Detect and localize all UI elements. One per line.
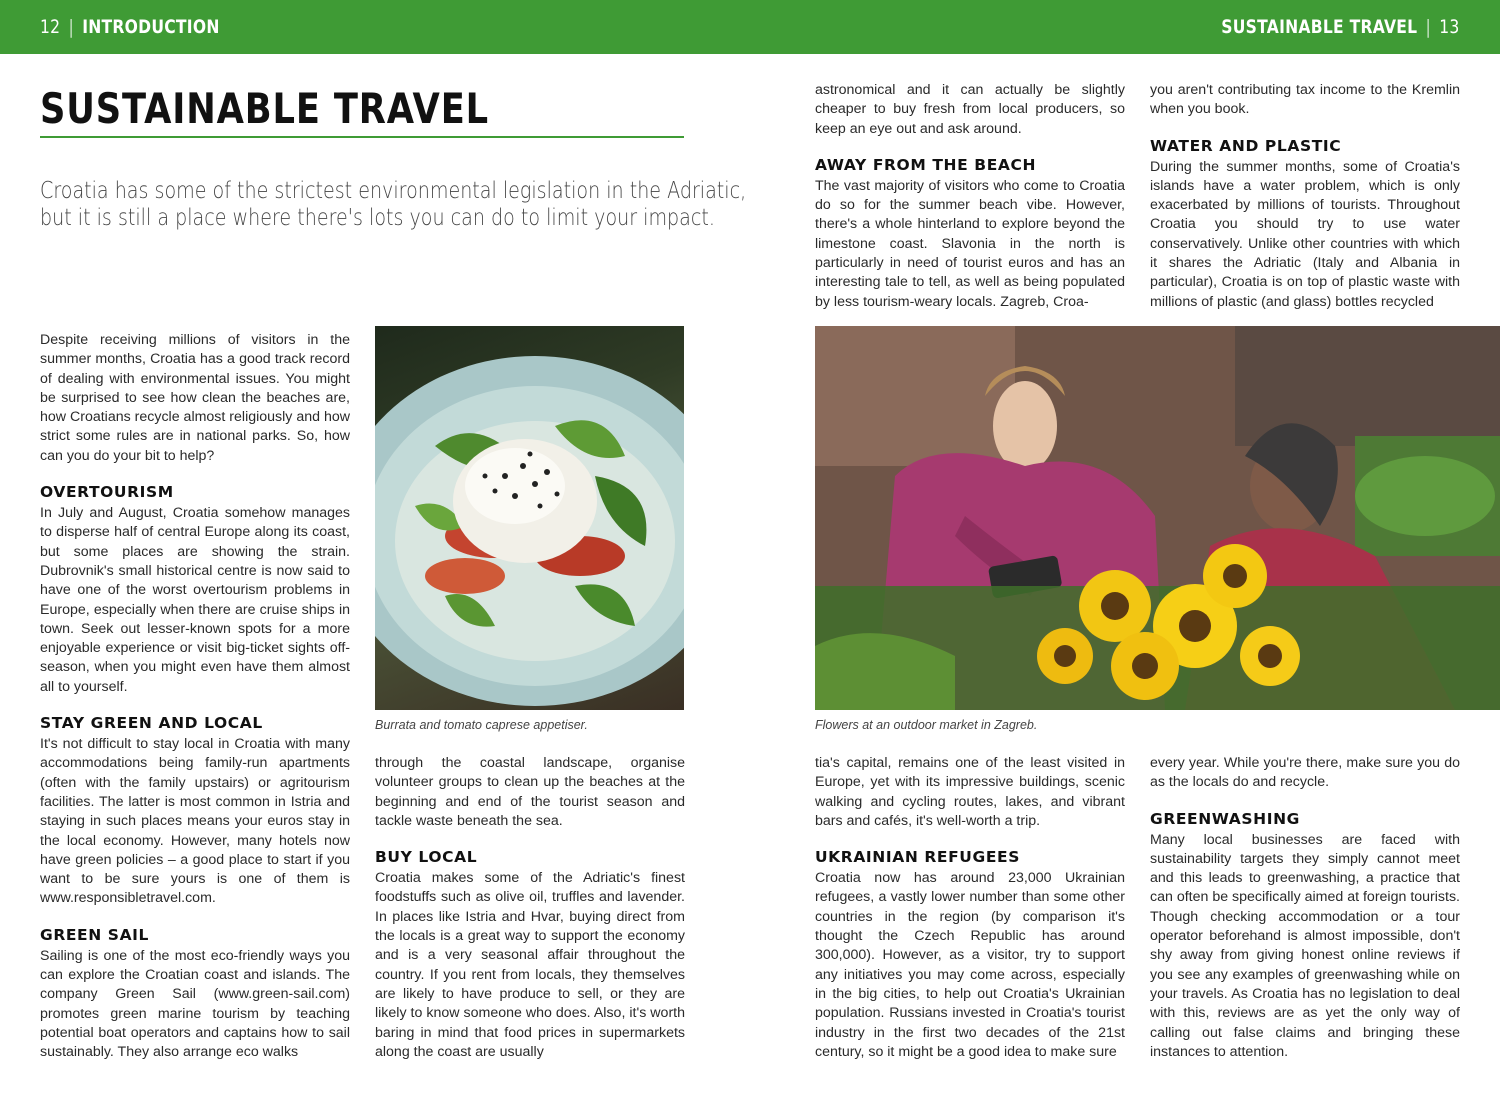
header-separator-left: | — [68, 16, 75, 38]
column-4-top — [1150, 81, 1460, 311]
right-page-number: 13 — [1439, 16, 1460, 38]
column-3-bottom — [815, 754, 1125, 1066]
column-3-top — [815, 81, 1125, 311]
stay-green-paragraph: It's not difficult to stay local in Croatia with many accommodations being family-run apartments (often with the family upstairs) or agritourism facilities. The latter is most common in Istria and staying in such places means your euros stay in the local economy. However, many hotels now have green policies – a good place to start if you want to be sure yours is one of them is www.responsibletravel.com. — [40, 736, 350, 907]
water-plastic-continued: every year. While you're there, make sure you do as the locals do and recycle. — [1150, 755, 1460, 791]
away-from-beach-continued: tia's capital, remains one of the least visited in Europe, yet with its impressive buildings, scenic walking and cycling routes, lakes, and vibrant bars and cafés, it's well-worth a trip. — [815, 755, 1125, 829]
page-title: SUSTAINABLE TRAVEL — [40, 84, 489, 133]
water-plastic-paragraph: During the summer months, some of Croatia's islands have a water problem, which is only exacerbated by millions of tourists. Throughout Croatia you should try to use water conservatively. Unlike other countries with which it shares the Adriatic (Italy and Albania in particular), Croatia is on top of plastic waste with millions of plastic (and glass) bottles recycled — [1150, 158, 1460, 310]
water-plastic-heading: WATER AND PLASTIC — [1150, 136, 1342, 155]
greenwashing-paragraph: Many local businesses are faced with sustainability targets they simply cannot meet and this leads to greenwashing, a practice that can often be specifically aimed at foreign tourists. Though checking accommodation or a tour operator beforehand is almost impossible, don't shy away from giving honest online reviews if you see any examples of greenwashing while on your travels. As Croatia has no legislation to deal with this, reviews are as yet the only way of calling out false claims and bringing these instances to attention. — [1150, 831, 1460, 1060]
intro-line-1: Croatia has some of the strictest environmental legislation in the Adriatic, — [40, 178, 747, 204]
ukrainian-refugees-heading: UKRAINIAN REFUGEES — [815, 848, 1020, 867]
food-photo — [375, 326, 684, 710]
away-from-beach-paragraph: The vast majority of visitors who come to Croatia do so for the summer beach vibe. However, there's a whole hinterland to explore beyond the limestone coast. Slavonia in the north is particularly in need of tourist euros and has an interesting tale to tell, as well as being populated by less tourism-weary locals. Zagreb, Croa- — [815, 177, 1125, 310]
overtourism-heading: OVERTOURISM — [40, 483, 174, 502]
overtourism-paragraph: In July and August, Croatia somehow manages to disperse half of central Europe along its coast, but some places are showing the strain. Dubrovnik's small historical centre is now said to have one of the worst overtourism problems in Europe, especially when there are cruise ships in town. Seek out lesser-known spots for a more enjoyable experience or visit big-ticket sights off-season, when you might even have them almost all to yourself. — [40, 505, 350, 695]
right-running-head — [1222, 0, 1460, 54]
left-section-title: INTRODUCTION — [82, 16, 220, 38]
market-photo-caption: Flowers at an outdoor market in Zagreb. — [815, 718, 1038, 732]
buy-local-continued: astronomical and it can actually be slightly cheaper to buy fresh from local producers, so keep an eye out and ask around. — [815, 82, 1125, 137]
column-1 — [40, 331, 350, 1066]
green-sail-heading: GREEN SAIL — [40, 925, 150, 944]
market-photo-illustration — [815, 326, 1500, 710]
market-photo — [815, 326, 1500, 710]
refugees-continued: you aren't contributing tax income to the Kremlin when you book. — [1150, 82, 1460, 118]
buy-local-paragraph: Croatia makes some of the Adriatic's finest foodstuffs such as olive oil, truffles and lavender. In places like Istria and Hvar, buying direct from the locals is a great way to support the economy and is a very seasonal affair throughout the country. If you rent from locals, they themselves are likely to have produce to sell, or they are likely to know someone who does. Also, it's worth baring in mind that food prices in supermarkets along the coast are usually — [375, 870, 685, 1060]
header-bar — [0, 0, 1500, 54]
green-sail-paragraph: Sailing is one of the most eco-friendly ways you can explore the Croatian coast and islands. The company Green Sail (www.green-sail.com) promotes green marine tourism by teaching potential boat operators and captains how to sail sustainably. They also arrange eco walks — [40, 947, 350, 1061]
food-photo-caption: Burrata and tomato caprese appetiser. — [375, 718, 588, 732]
green-sail-continued: through the coastal landscape, organise volunteer groups to clean up the beaches at the beginning and end of the tourist season and tackle waste beneath the sea. — [375, 755, 685, 829]
left-page-number: 12 — [40, 16, 61, 38]
intro-line-2: but it is still a place where there's lots you can do to limit your impact. — [40, 205, 715, 231]
ukrainian-refugees-paragraph: Croatia now has around 23,000 Ukrainian refugees, a vastly lower number than some other countries in the region (by comparison it's thought the Czech Republic has around 300,000). However, as a visitor, try to support any initiatives you may come across, especially in the big cities, to help out Croatia's Ukrainian population. Russians invested in Croatia's tourist industry in the first two decades of the 21st century, so it might be a good idea to make sure — [815, 870, 1125, 1060]
header-separator-right: | — [1425, 16, 1432, 38]
stay-green-heading: STAY GREEN AND LOCAL — [40, 714, 263, 733]
intro-standfirst — [40, 178, 747, 232]
food-photo-illustration — [375, 326, 684, 710]
right-section-title: SUSTAINABLE TRAVEL — [1221, 16, 1418, 38]
column-4-bottom — [1150, 754, 1460, 1066]
greenwashing-heading: GREENWASHING — [1150, 809, 1300, 828]
title-rule — [40, 136, 684, 138]
buy-local-heading: BUY LOCAL — [375, 848, 478, 867]
left-running-head — [40, 0, 220, 54]
intro-paragraph: Despite receiving millions of visitors in the summer months, Croatia has a good track record of dealing with environmental issues. You might be surprised to see how clean the beaches are, how Croatians recycle almost religiously and how strict some rules are in national parks. So, how can you do your bit to help? — [40, 332, 350, 464]
away-from-beach-heading: AWAY FROM THE BEACH — [815, 155, 1037, 174]
column-2 — [375, 754, 685, 1066]
